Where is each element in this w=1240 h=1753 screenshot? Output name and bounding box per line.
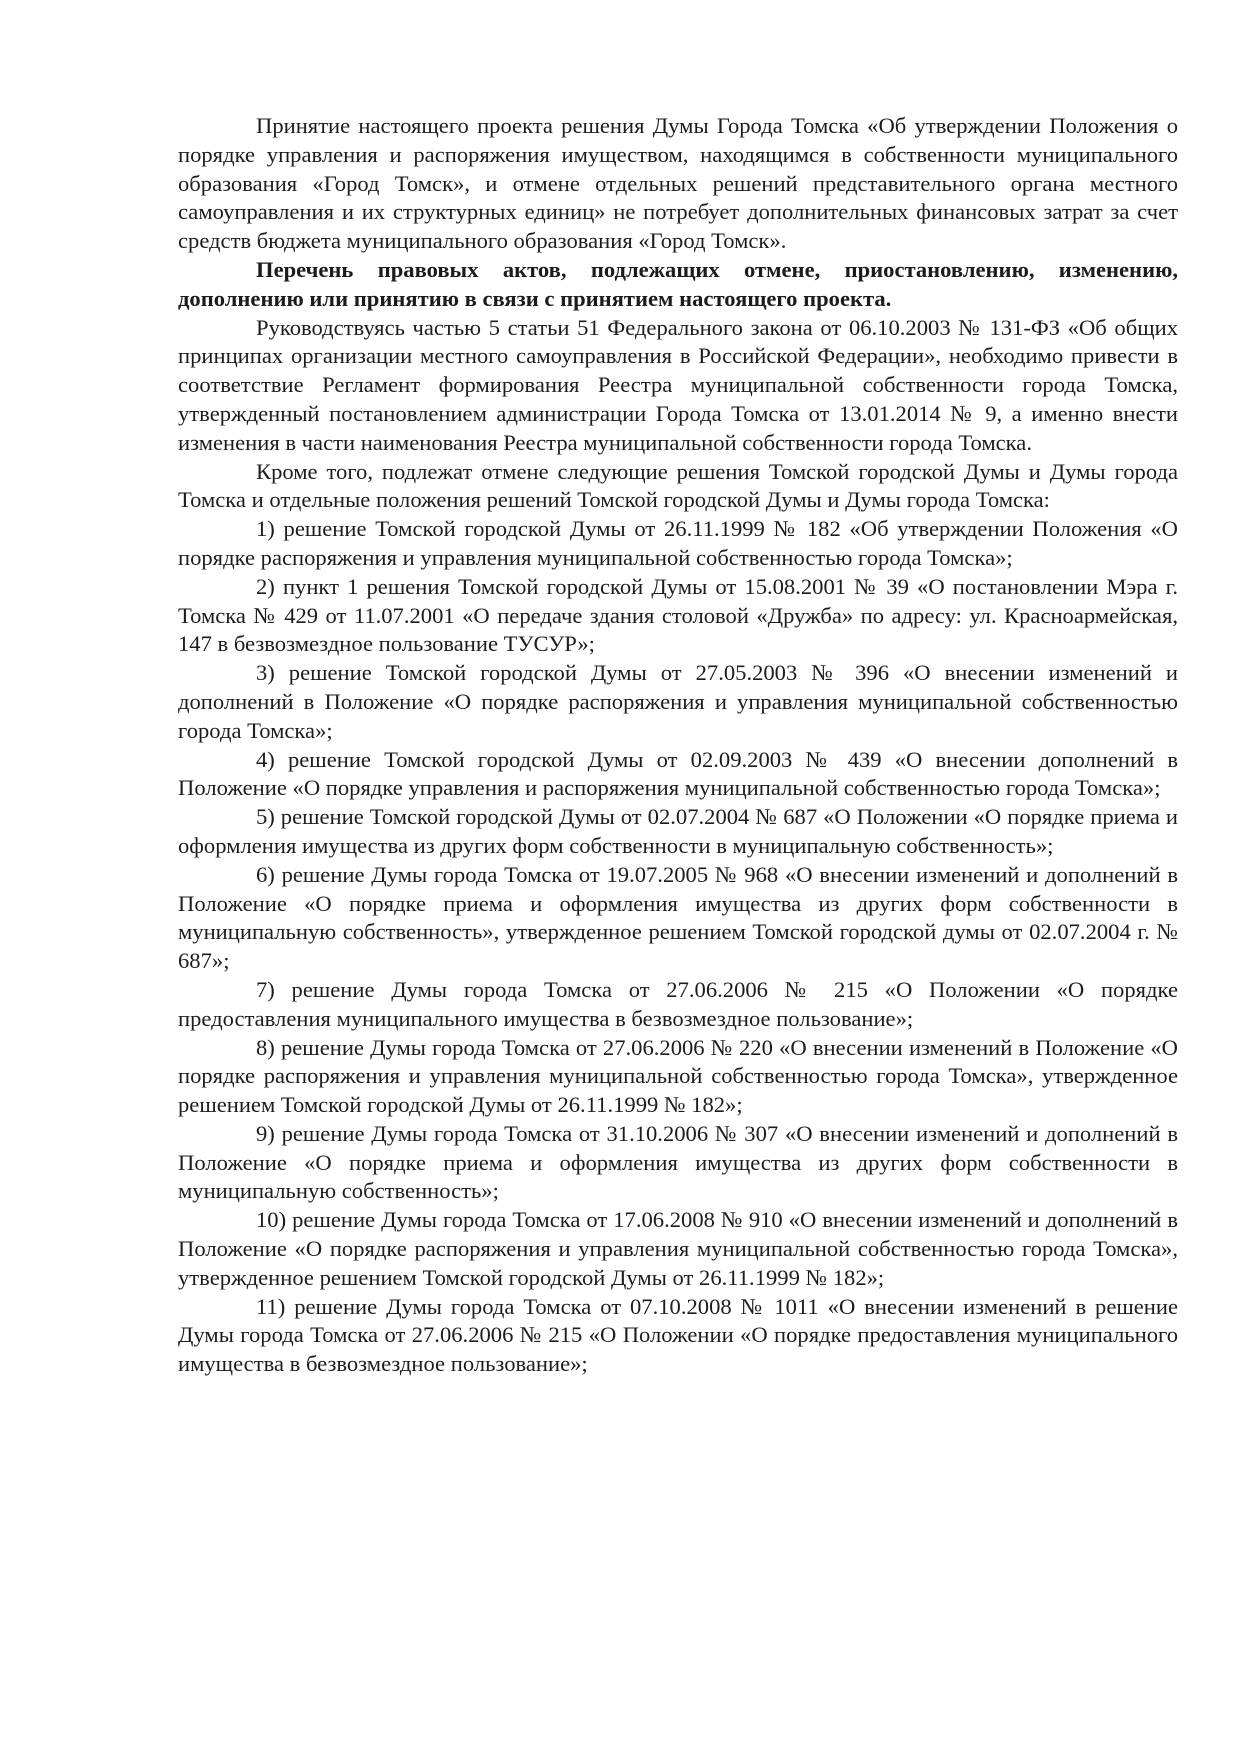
list-item: 3) решение Томской городской Думы от 27.05.2003 № 396 «О внесении изменений и дополнений в Положение «О порядке распоряжения и управления муниципальной собственностью города Томска»; (178, 660, 1178, 743)
list-item: 9) решение Думы города Томска от 31.10.2006 № 307 «О внесении изменений и дополнений в Положение «О порядке приема и оформления имущества из других форм собственности в муниципальную собственность»; (178, 1120, 1178, 1204)
list-item: 6) решение Думы города Томска от 19.07.2005 № 968 «О внесении изменений и дополнений в Положение «О порядке приема и оформления имущества из других форм собственности в муниципальную собственность», утвержденное решением Томской городской думы от 02.07.2004 г. № 687»; (178, 861, 1178, 974)
intro-paragraph: Принятие настоящего проекта решения Думы Города Томска «Об утверждении Положения о порядке управления и распоряжения имуществом, находящимся в собственности муниципального образования «Город Томск», и отмене отдельных решений представительного органа местного самоуправления и их структурных единиц» не потребует дополнительных финансовых затрат за счет средств бюджета муниципального образования «Город Томск». (178, 113, 1178, 254)
list-item: 7) решение Думы города Томска от 27.06.2006 № 215 «О Положении «О порядке предоставления муниципального имущества в безвозмездное пользование»; (178, 976, 1178, 1031)
list-item: 1) решение Томской городской Думы от 26.11.1999 № 182 «Об утверждении Положения «О порядке распоряжения и управления муниципальной собственностью города Томска»; (178, 516, 1178, 570)
list-item: 4) решение Томской городской Думы от 02.09.2003 № 439 «О внесении дополнений в Положение «О порядке управления и распоряжения муниципальной собственностью города Томска»; (178, 746, 1178, 801)
also-paragraph: Кроме того, подлежат отмене следующие решения Томской городской Думы и Думы города Томска и отдельные положения решений Томской городской Думы и Думы города Томска: (178, 458, 1178, 513)
list-item: 10) решение Думы города Томска от 17.06.2008 № 910 «О внесении изменений и дополнений в Положение «О порядке распоряжения и управления муниципальной собственностью города Томска», утвержденное решением Томской городской Думы от 26.11.1999 № 182»; (178, 1207, 1178, 1290)
list-item: 2) пункт 1 решения Томской городской Думы от 15.08.2001 № 39 «О постановлении Мэра г. Томска № 429 от 11.07.2001 «О передаче здания столовой «Дружба» по адресу: ул. Красноармейская, 147 в безвозмездное пользование ТУСУР»; (178, 573, 1178, 657)
reglament-paragraph: Руководствуясь частью 5 статьи 51 Федерального закона от 06.10.2003 № 131-ФЗ «Об общих принципах организации местного самоуправления в Российской Федерации», необходимо привести в соответствие Регламент формирования Реестра муниципальной собственности города Томска, утвержденный постановлением администрации Города Томска от 13.01.2014 № 9, а именно внести изменения в части наименования Реестра муниципальной собственности города Томска. (178, 314, 1178, 455)
list-item: 11) решение Думы города Томска от 07.10.2008 № 1011 «О внесении изменений в решение Думы города Томска от 27.06.2006 № 215 «О Положении «О порядке предоставления муниципального имущества в безвозмездное пользование»; (178, 1293, 1178, 1377)
list-item: 5) решение Томской городской Думы от 02.07.2004 № 687 «О Положении «О порядке приема и оформления имущества из других форм собственности в муниципальную собственность»; (178, 804, 1178, 858)
document-page (178, 112, 1178, 1379)
list-item: 8) решение Думы города Томска от 27.06.2006 № 220 «О внесении изменений в Положение «О порядке распоряжения и управления муниципальной собственностью города Томска», утвержденное решением Томской городской Думы от 26.11.1999 № 182»; (178, 1034, 1178, 1118)
section-heading: Перечень правовых актов, подлежащих отмене, приостановлению, изменению, дополнению или принятию в связи с принятием настоящего проекта. (178, 256, 1178, 311)
